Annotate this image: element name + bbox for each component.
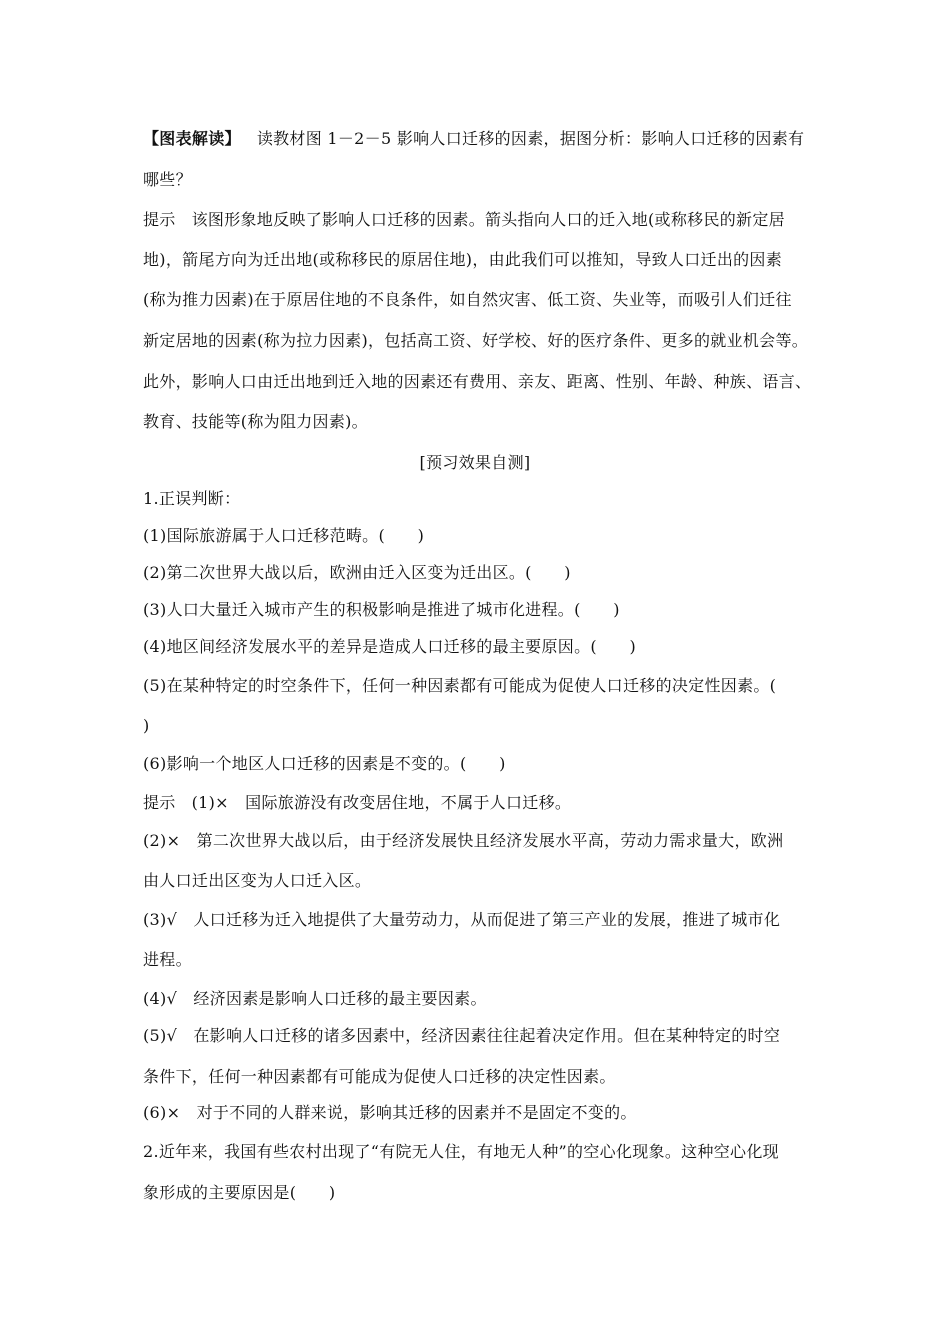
answer-3-cont: 进程。 [143,950,192,969]
q1-item-1: (1)国际旅游属于人口迁移范畴。( ) [143,526,425,545]
hint1-label: 提示 [143,210,176,229]
section-title: [预习效果自测] [419,453,531,472]
figure-reading-label: 【图表解读】 [143,129,241,148]
hint1-line-6: 教育、技能等(称为阻力因素)。 [143,412,368,431]
q1-item-6: (6)影响一个地区人口迁移的因素是不变的。( ) [143,754,506,773]
hint1-line-4: 新定居地的因素(称为拉力因素)，包括高工资、好学校、好的医疗条件、更多的就业机会等。 [143,331,809,350]
hint1-line-2: 地)，箭尾方向为迁出地(或称移民的原居住地)，由此我们可以推知，导致人口迁出的因素 [143,250,783,269]
q1-item-5-cont: ) [143,716,150,735]
q1-item-5: (5)在某种特定的时空条件下，任何一种因素都有可能成为促使人口迁移的决定性因素。( [143,676,777,695]
q1-item-2: (2)第二次世界大战以后，欧洲由迁入区变为迁出区。( ) [143,563,571,582]
figure-reading-line-1 [143,128,823,150]
answer-2-cont: 由人口迁出区变为人口迁入区。 [143,871,372,890]
q2-line-1: 2.近年来，我国有些农村出现了“有院无人住，有地无人种”的空心化现象。这种空心化现 [143,1142,779,1161]
figure-reading-text: 读教材图 1－2－5 影响人口迁移的因素，据图分析：影响人口迁移的因素有 [256,129,805,148]
answer-2: (2)× 第二次世界大战以后，由于经济发展快且经济发展水平高，劳动力需求量大，欧洲 [143,831,784,850]
answer-5: (5)√ 在影响人口迁移的诸多因素中，经济因素往往起着决定作用。但在某种特定的时空 [143,1026,781,1045]
q2-line-2: 象形成的主要原因是( ) [143,1183,336,1202]
answer-1: (1)× 国际旅游没有改变居住地，不属于人口迁移。 [191,793,572,812]
q1-item-4: (4)地区间经济发展水平的差异是造成人口迁移的最主要原因。( ) [143,637,637,656]
answers-label: 提示 [143,793,176,812]
answer-6: (6)× 对于不同的人群来说，影响其迁移的因素并不是固定不变的。 [143,1103,637,1122]
answer-4: (4)√ 经济因素是影响人口迁移的最主要因素。 [143,989,487,1008]
answer-5-cont: 条件下，任何一种因素都有可能成为促使人口迁移的决定性因素。 [143,1067,616,1086]
q1-item-3: (3)人口大量迁入城市产生的积极影响是推进了城市化进程。( ) [143,600,620,619]
answers-line-1 [143,792,823,814]
answer-3: (3)√ 人口迁移为迁入地提供了大量劳动力，从而促进了第三产业的发展，推进了城市化 [143,910,781,929]
hint1-text: 该图形象地反映了影响人口迁移的因素。箭头指向人口的迁入地(或称移民的新定居 [191,210,785,229]
hint1-line-1 [143,209,823,231]
q1-title: 1.正误判断： [143,489,241,508]
figure-reading-line-2: 哪些？ [143,170,192,189]
hint1-line-5: 此外，影响人口由迁出地到迁入地的因素还有费用、亲友、距离、性别、年龄、种族、语言、 [143,372,812,391]
hint1-line-3: (称为推力因素)在于原居住地的不良条件，如自然灾害、低工资、失业等，而吸引人们迁往 [143,290,792,309]
